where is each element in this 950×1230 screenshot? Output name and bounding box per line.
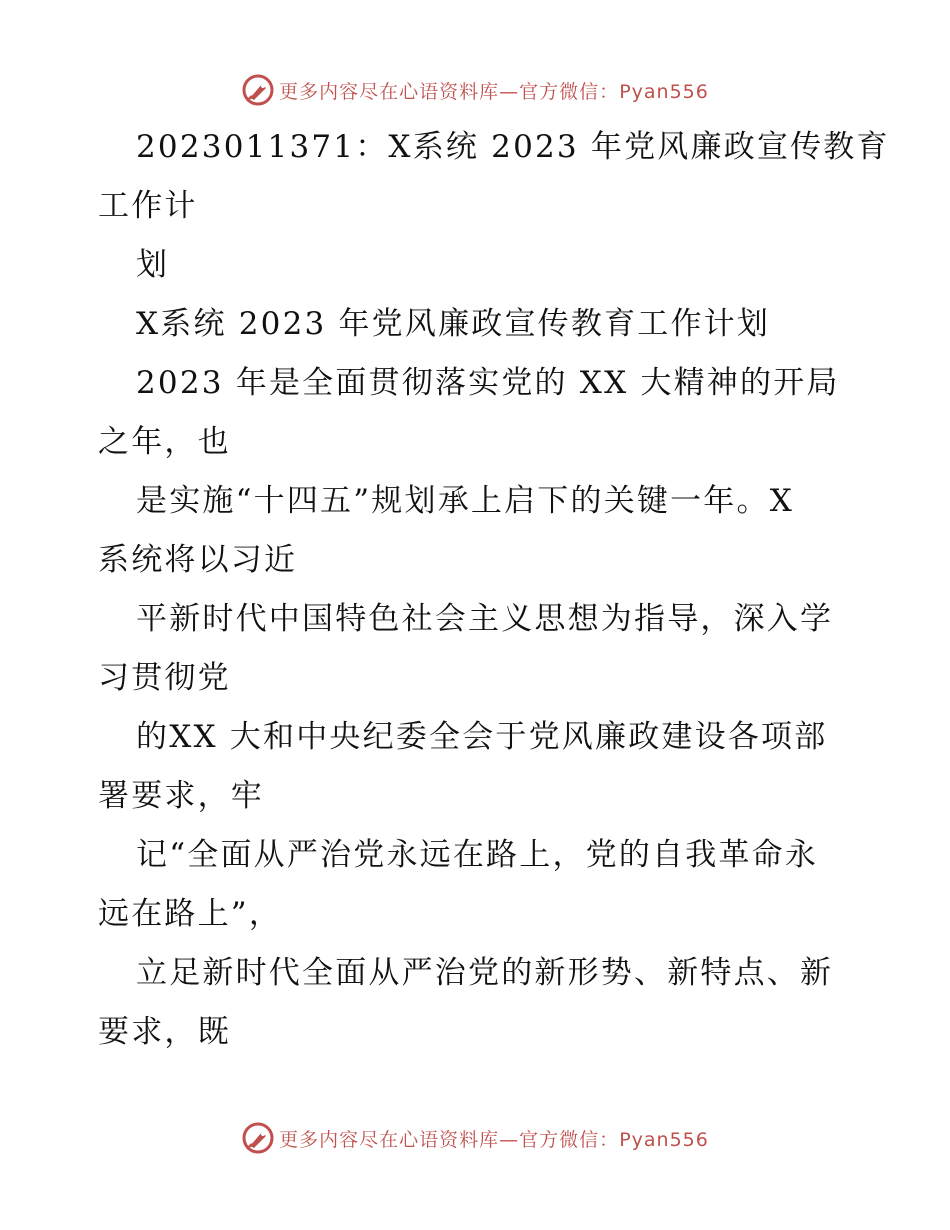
watermark-banner-top	[0, 70, 950, 110]
paragraph-5: 是实施“十四五”规划承上启下的关键一年。X 系统将以习近	[98, 483, 794, 578]
paragraph-7: 的XX 大和中央纪委全会于党风廉政建设各项部 署要求，牢	[98, 719, 828, 814]
paragraph-1: 2023011371：X系统 2023 年党风廉政宣传教育 工作计	[98, 129, 890, 224]
pen-nib-logo-icon	[241, 1121, 275, 1155]
paragraph-6: 平新时代中国特色社会主义思想为指导，深入学 习贯彻党	[98, 601, 834, 696]
paragraph-2: 划	[136, 247, 170, 283]
paragraph-9: 立足新时代全面从严治党的新形势、新特点、新 要求，既	[98, 955, 834, 1050]
watermark-text: 更多内容尽在心语资料库—官方微信：Pyan556	[279, 1128, 709, 1151]
document-body	[98, 118, 890, 1062]
paragraph-4: 2023 年是全面贯彻落实党的 XX 大精神的开局 之年，也	[98, 365, 840, 460]
paragraph-8: 记“全面从严治党永远在路上，党的自我革命永 远在路上”，	[98, 837, 819, 932]
paragraph-3: X系统 2023 年党风廉政宣传教育工作计划	[136, 306, 771, 342]
watermark-banner-bottom	[0, 1118, 950, 1158]
watermark-text: 更多内容尽在心语资料库—官方微信：Pyan556	[279, 80, 709, 103]
pen-nib-logo-icon	[241, 73, 275, 107]
